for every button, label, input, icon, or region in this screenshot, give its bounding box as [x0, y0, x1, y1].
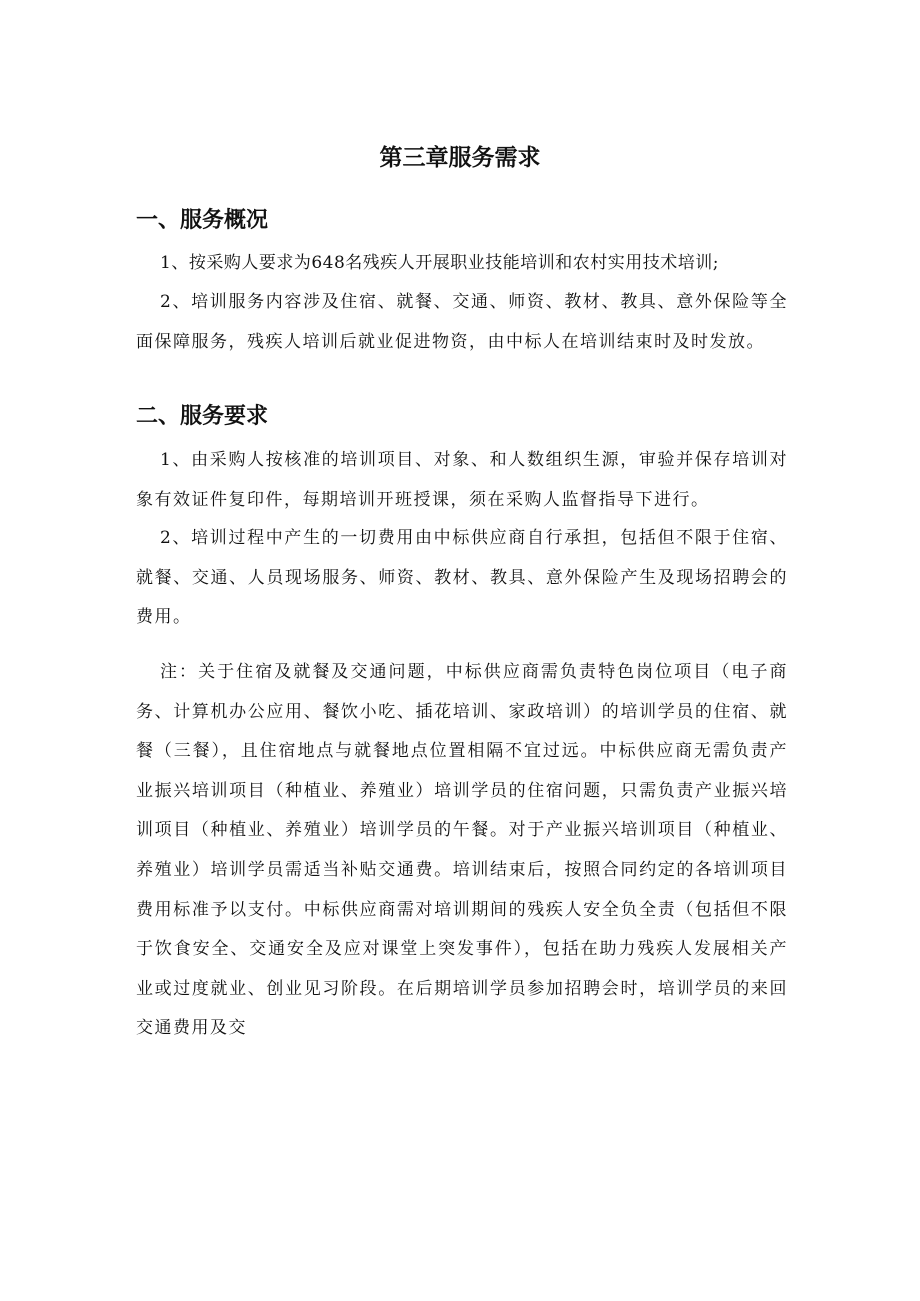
overview-paragraph-2: 2、培训服务内容涉及住宿、就餐、交通、师资、教材、教具、意外保险等全面保障服务，残疾人培训后就业促进物资，由中标人在培训结束时及时发放。	[136, 292, 788, 352]
requirements-note-paragraph: 注：关于住宿及就餐及交通问题，中标供应商需负责特色岗位项目（电子商务、计算机办公应用、餐饮小吃、插花培训、家政培训）的培训学员的住宿、就餐（三餐），且住宿地点与就餐地点位置相隔不宜过远。中标供应商无需负责产业振兴培训项目（种植业、养殖业）培训学员的住宿问题，只需负责产业振兴培训项目（种植业、养殖业）培训学员的午餐。对于产业振兴培训项目（种植业、养殖业）培训学员需适当补贴交通费。培训结束后，按照合同约定的各培训项目费用标准予以支付。中标供应商需对培训期间的残疾人安全负全责（包括但不限于饮食安全、交通安全及应对课堂上突发事件），包括在助力残疾人发展相关产业或过度就业、创业见习阶段。在后期培训学员参加招聘会时，培训学员的来回交通费用及交	[136, 662, 788, 1039]
requirements-paragraph-1: 1、由采购人按核准的培训项目、对象、和人数组织生源，审验并保存培训对象有效证件复印件，每期培训开班授课，须在采购人监督指导下进行。	[136, 450, 788, 510]
section-heading-requirements: 二、服务要求	[136, 404, 269, 429]
chapter-title: 第三章服务需求	[379, 145, 541, 171]
requirements-paragraph-2: 2、培训过程中产生的一切费用由中标供应商自行承担，包括但不限于住宿、就餐、交通、人员现场服务、师资、教材、教具、意外保险产生及现场招聘会的费用。	[136, 528, 788, 628]
overview-paragraph-1: 1、按采购人要求为648名残疾人开展职业技能培训和农村实用技术培训;	[160, 253, 719, 273]
section-heading-overview: 一、服务概况	[136, 208, 269, 233]
